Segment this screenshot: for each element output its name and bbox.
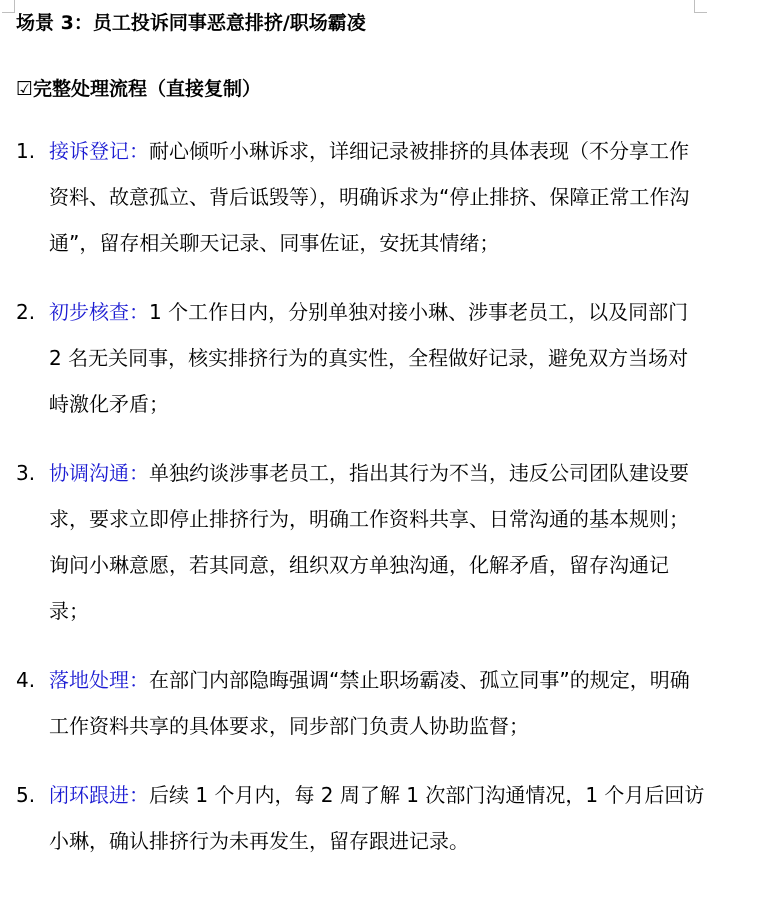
step-text: 1 个工作日内，分别单独对接小琳、涉事老员工，以及同部门 2 名无关同事，核实排挤行为的真实性，全程做好记录，避免双方当场对峙激化矛盾； [49,300,689,416]
process-step [16,289,706,427]
step-text: 后续 1 个月内，每 2 周了解 1 次部门沟通情况，1 个月后回访小琳，确认排挤行为未再发生，留存跟进记录。 [49,783,705,853]
step-text: 在部门内部隐晦强调“禁止职场霸凌、孤立同事”的规定，明确工作资料共享的具体要求，同步部门负责人协助监督； [49,668,690,738]
step-number: 2. [16,300,36,324]
page-corner-mark-left [2,0,15,13]
step-term: 初步核查： [49,300,149,324]
step-number: 5. [16,783,36,807]
step-text: 耐心倾听小琳诉求，详细记录被排挤的具体表现（不分享工作资料、故意孤立、背后诋毁等），明确诉求为“停止排挤、保障正常工作沟通”，留存相关聊天记录、同事佐证，安抚其情绪； [49,139,690,255]
step-term: 落地处理： [49,668,149,692]
step-number: 1. [16,139,36,163]
section-heading: ☑完整处理流程（直接复制） [16,78,262,100]
process-step-list [16,128,706,887]
step-text: 单独约谈涉事老员工，指出其行为不当，违反公司团队建设要求，要求立即停止排挤行为，明确工作资料共享、日常沟通的基本规则；询问小琳意愿，若其同意，组织双方单独沟通，化解矛盾，留存沟通记录； [49,461,689,623]
step-number: 3. [16,461,36,485]
step-term: 协调沟通： [49,461,149,485]
process-step [16,450,706,634]
process-step [16,657,706,749]
process-step [16,772,706,864]
step-term: 闭环跟进： [49,783,149,807]
step-term: 接诉登记： [49,139,149,163]
page-corner-mark-right [694,0,707,13]
process-step [16,128,706,266]
scene-title: 场景 3：员工投诉同事恶意排挤/职场霸凌 [16,12,366,34]
step-number: 4. [16,668,36,692]
